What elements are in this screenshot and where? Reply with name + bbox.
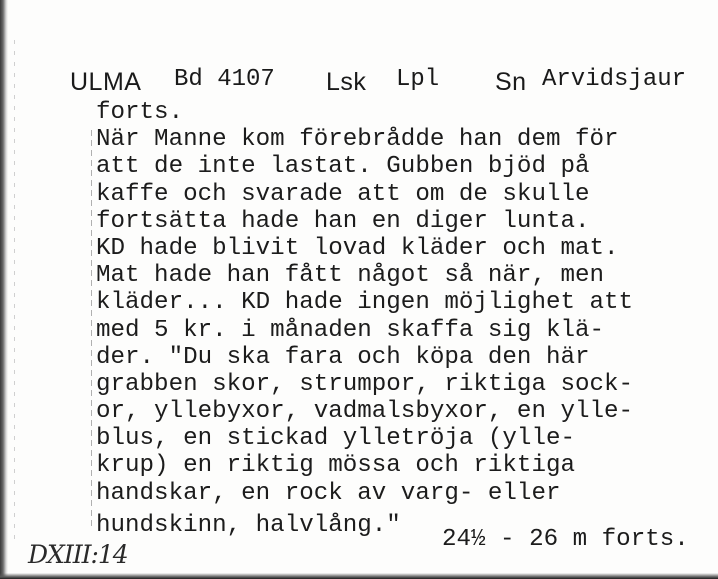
text-line: kläder... KD hade ingen möjlighet att xyxy=(96,289,634,317)
text-line: grabben skor, strumpor, riktiga sock- xyxy=(96,370,634,398)
text-line: med 5 kr. i månaden skaffa sig klä- xyxy=(96,316,605,344)
sn-label: Sn xyxy=(495,68,527,96)
lsk-label: Lsk xyxy=(326,68,367,96)
text-line: handskar, en rock av varg- eller xyxy=(96,479,561,507)
final-line-text: hundskinn, halvlång." xyxy=(96,512,401,539)
text-line: krup) en riktig mössa och riktiga xyxy=(96,452,575,480)
text-line: att de inte lastat. Gubben bjöd på xyxy=(96,153,590,181)
lpl-label: Lpl xyxy=(396,66,440,93)
text-line: När Manne kom förebrådde han dem för xyxy=(96,126,619,154)
margin-dotted-rule xyxy=(91,130,92,530)
text-line: der. "Du ska fara och köpa den här xyxy=(96,343,590,371)
parish-name: Arvidsjaur xyxy=(542,66,687,93)
text-line: Mat hade han fått något så när, men xyxy=(96,262,605,290)
text-line: or, yllebyxor, vadmalsbyxor, en ylle- xyxy=(96,398,634,426)
final-line xyxy=(96,512,716,554)
card-bottom-edge xyxy=(0,573,718,579)
card-header xyxy=(70,66,710,98)
page-reference: 24½ - 26 m forts. xyxy=(442,526,689,553)
handwritten-reference: DXIII:14 xyxy=(28,540,128,569)
bd-number: Bd 4107 xyxy=(174,66,275,93)
text-line: fortsätta hade han en diger lunta. xyxy=(96,207,590,235)
ulma-label: ULMA xyxy=(70,68,142,96)
text-line: KD hade blivit lovad kläder och mat. xyxy=(96,234,619,262)
card-left-edge xyxy=(0,0,8,579)
left-dotted-rule xyxy=(14,40,15,540)
text-line: forts. xyxy=(96,99,184,126)
card-body-text xyxy=(96,99,716,507)
text-line: blus, en stickad ylletröja (ylle- xyxy=(96,425,575,453)
text-line: kaffe och svarade att om de skulle xyxy=(96,180,590,208)
